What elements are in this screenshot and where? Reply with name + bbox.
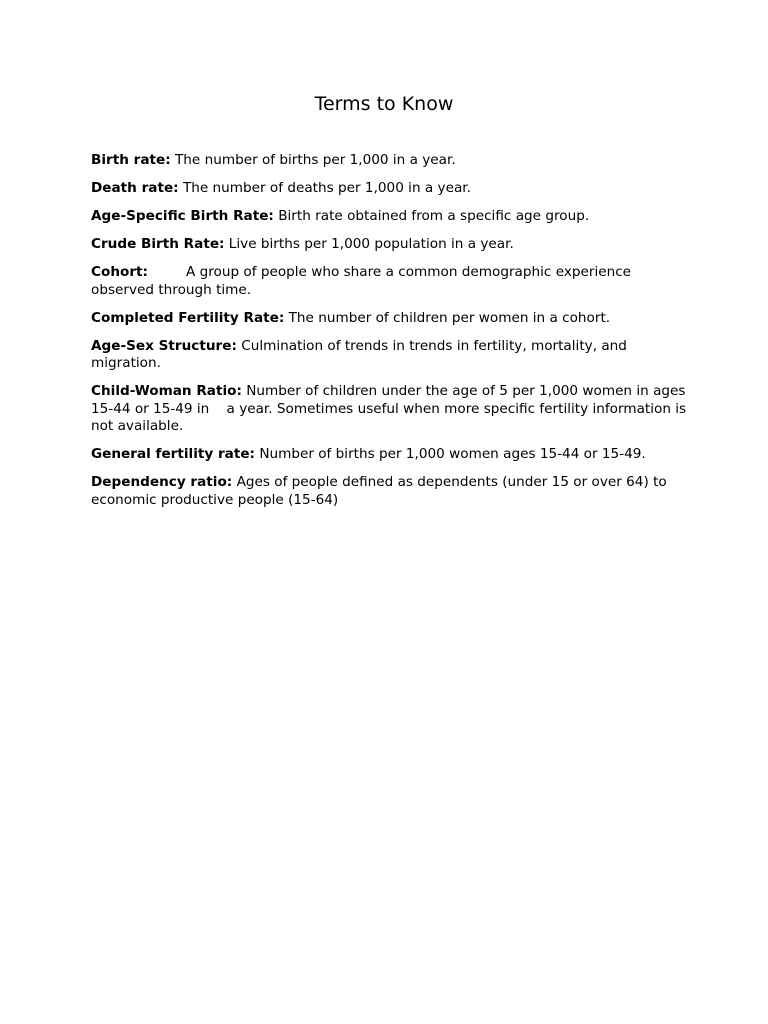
term-child-woman-ratio <box>91 383 691 436</box>
term-definition: Number of births per 1,000 women ages 15-44 or 15-49. <box>259 446 646 462</box>
term-label: Dependency ratio: <box>91 474 233 490</box>
page-title: Terms to Know <box>314 93 454 115</box>
term-label: Death rate: <box>91 180 179 196</box>
term-label: Child-Woman Ratio: <box>91 383 242 399</box>
term-dependency-ratio <box>91 474 691 509</box>
term-label: Birth rate: <box>91 152 171 168</box>
term-completed-fertility-rate <box>91 310 691 328</box>
term-age-sex-structure <box>91 338 691 373</box>
term-birth-rate <box>91 152 691 170</box>
term-definition: Birth rate obtained from a specific age group. <box>278 208 590 224</box>
term-label: Completed Fertility Rate: <box>91 309 285 326</box>
term-definition: Number of children under the age of 5 per 1,000 women in ages 15-44 or 15-49 in a year. Sometimes useful when more specific fertility information is not available. <box>91 383 691 434</box>
terms-list <box>91 152 691 520</box>
term-definition: Culmination of trends in trends in fertility, mortality, and migration. <box>91 337 627 371</box>
term-definition: A group of people who share a common demographic experience observed through time. <box>91 264 632 298</box>
term-cohort <box>91 264 691 299</box>
term-definition: The number of children per women in a cohort. <box>288 309 611 326</box>
term-label: Age-Sex Structure: <box>91 337 237 354</box>
term-definition: Live births per 1,000 population in a year. <box>228 236 514 252</box>
term-label: General fertility rate: <box>91 446 255 462</box>
term-age-specific-birth-rate <box>91 208 691 226</box>
term-general-fertility-rate <box>91 446 691 464</box>
term-definition: Ages of people defined as dependents (under 15 or over 64) to economic productive people (15-64) <box>91 474 667 508</box>
term-definition: The number of deaths per 1,000 in a year. <box>182 180 471 196</box>
term-label: Crude Birth Rate: <box>91 236 225 252</box>
term-label: Age-Specific Birth Rate: <box>91 208 274 224</box>
term-definition: The number of births per 1,000 in a year. <box>175 152 456 168</box>
term-death-rate <box>91 180 691 198</box>
term-label: Cohort: <box>91 264 148 280</box>
term-crude-birth-rate <box>91 236 691 254</box>
